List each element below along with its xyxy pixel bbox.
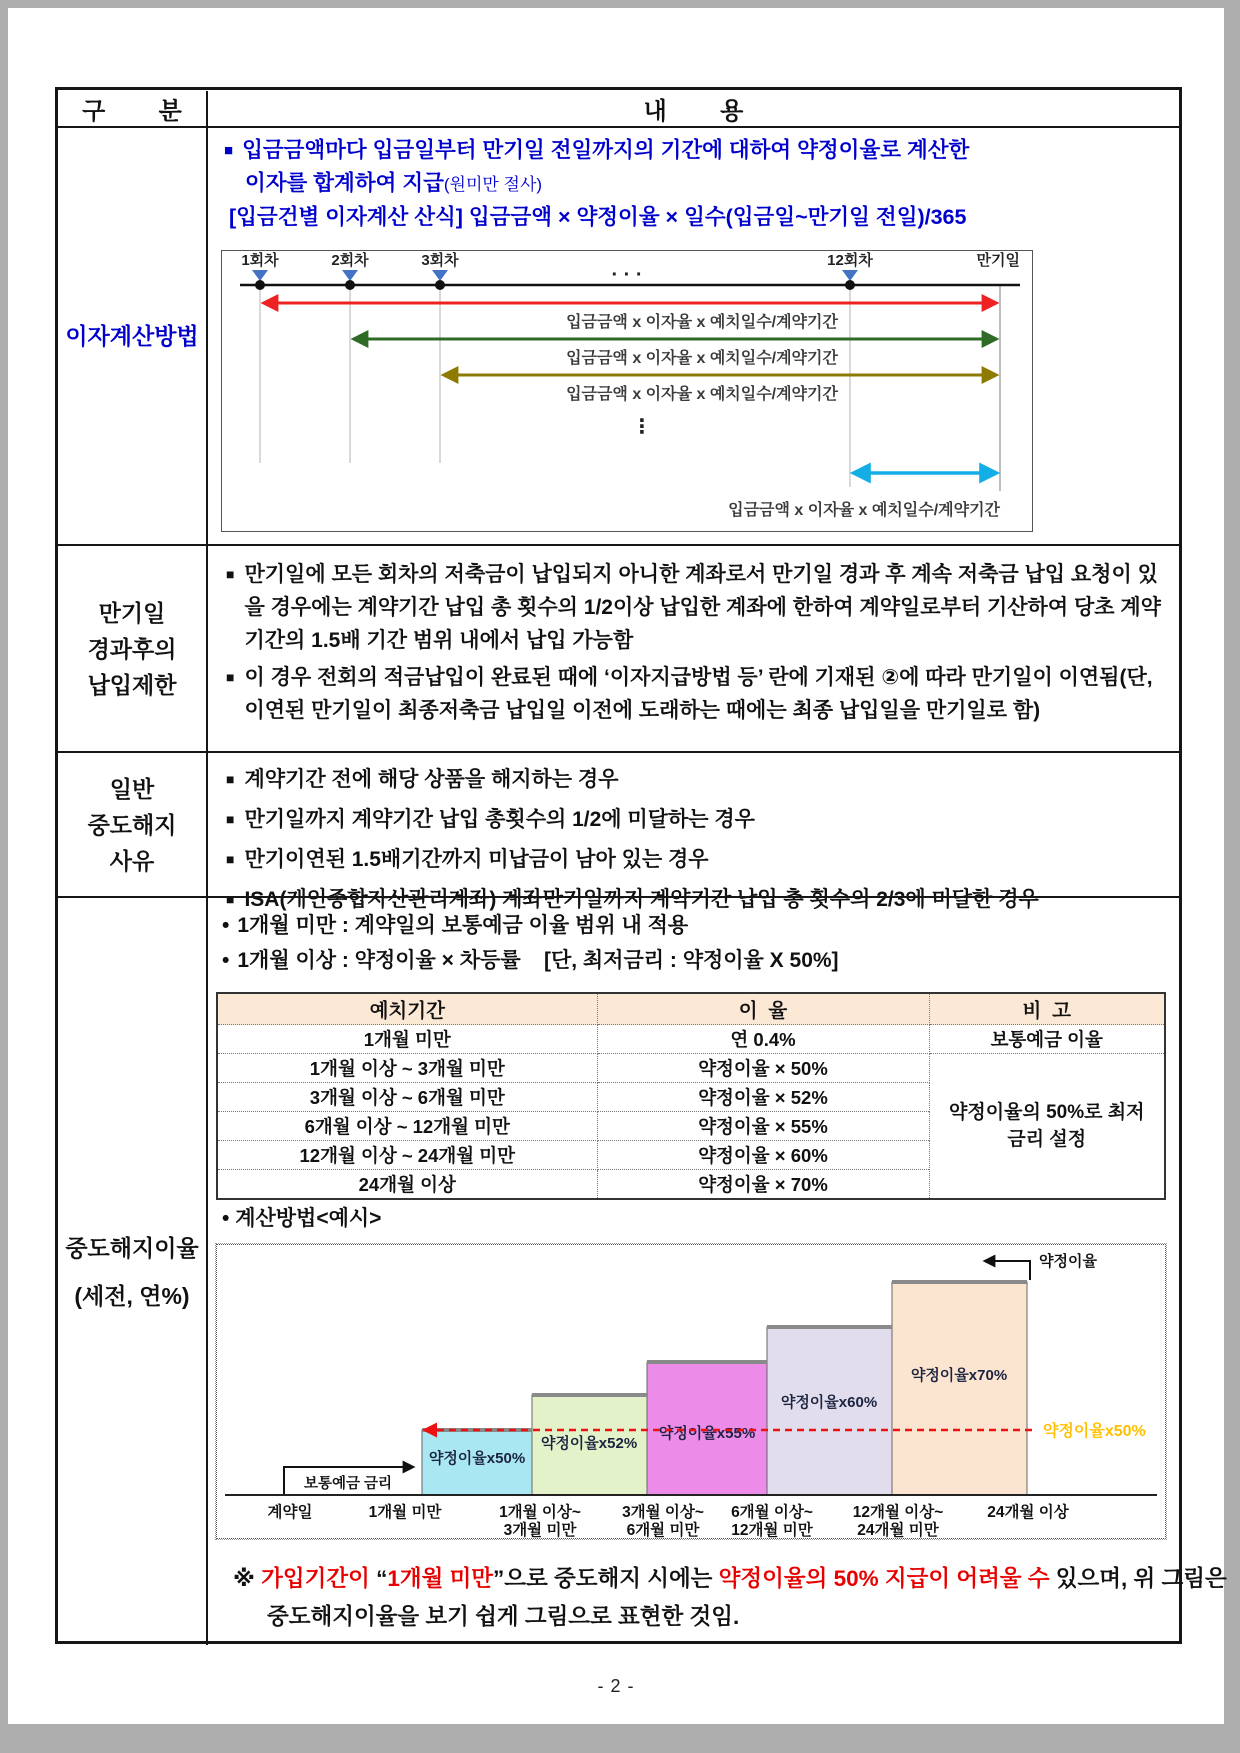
early-rate-table — [216, 992, 1166, 1200]
early-rate-intro-2 — [222, 943, 1167, 978]
row-interest-calc — [58, 126, 1179, 544]
rate-period-cell: 6개월 이상 ~ 12개월 미만 — [217, 1112, 597, 1141]
paper-sheet — [8, 8, 1227, 1724]
early-rate-chart — [216, 1244, 1166, 1539]
triangle-marker-icon — [252, 270, 268, 281]
bar-label-60pct: 약정이율x60% — [780, 1394, 878, 1411]
bar-label-52pct: 약정이율x52% — [540, 1435, 638, 1452]
interest-calc-line1 — [224, 134, 1169, 167]
early-termination-item-2 — [226, 803, 1165, 836]
example-title-text: 계산방법<예시> — [235, 1207, 382, 1230]
contract-rate-arrow — [985, 1261, 1030, 1280]
arrow-label-2: 입금금액 x 이자율 x 예치일수/계약기간 — [566, 350, 838, 367]
early-rate-intro — [222, 908, 1167, 978]
early-termination-label-line1: 일반 — [109, 775, 155, 802]
x-label-3-line1: 3개월 이상~ — [622, 1504, 704, 1521]
interest-calc-content-cell — [208, 128, 1179, 544]
header-content-cell — [208, 91, 1179, 126]
interest-calc-line2-text: 이자를 합계하여 지급 — [245, 171, 444, 195]
rate-note-merged-cell: 약정이율의 50%로 최저 금리 설정 — [929, 1054, 1165, 1200]
maturity-limit-label-line3: 납입제한 — [87, 671, 177, 698]
square-bullet-icon: ■ — [226, 811, 235, 827]
interest-calc-paragraph — [224, 134, 1169, 234]
early-rate-intro-2-text: 1개월 이상 : 약정이율 × 차등률 [단, 최저금리 : 약정이율 X 50%] — [237, 949, 839, 972]
bar-label-70pct: 약정이율x70% — [910, 1367, 1008, 1384]
milestone-label-1: 1회차 — [241, 252, 279, 269]
rate-value-cell: 약정이율 × 60% — [597, 1141, 929, 1170]
page-number: - 2 - — [597, 1676, 635, 1696]
rate-value-cell: 약정이율 × 50% — [597, 1054, 929, 1083]
x-label-2-line2: 3개월 미만 — [503, 1522, 577, 1538]
x-label-4-line2: 12개월 미만 — [731, 1522, 813, 1538]
rate-table-header-note: 비 고 — [929, 993, 1165, 1025]
header-content-label: 내 용 — [643, 97, 744, 125]
early-termination-content-cell — [208, 753, 1179, 911]
timeline-ellipsis: · · · — [611, 264, 643, 286]
x-label-2-line1: 1개월 이상~ — [499, 1504, 581, 1521]
maturity-limit-label-line1: 만기일 — [98, 599, 166, 626]
rate-value-cell: 약정이율 × 52% — [597, 1083, 929, 1112]
note-seg-5: 약정이율의 50% 지급이 어려울 수 — [718, 1566, 1050, 1591]
maturity-limit-category-cell — [58, 546, 208, 751]
rate-table-header-row — [217, 993, 1165, 1025]
maturity-limit-content-cell — [208, 546, 1179, 751]
fifty-pct-reference-label: 약정이율x50% — [1043, 1423, 1146, 1440]
maturity-limit-item-1 — [226, 558, 1165, 657]
early-termination-label-line2: 중도해지 — [87, 811, 177, 838]
interest-calc-line1-text: 입금금액마다 입금일부터 만기일 전일까지의 기간에 대하여 약정이율로 계산한 — [242, 138, 970, 162]
x-label-0-line1: 계약일 — [267, 1504, 313, 1521]
example-title — [222, 1202, 381, 1232]
square-bullet-icon: ■ — [226, 771, 235, 787]
early-termination-category-cell — [58, 753, 208, 896]
interest-calc-formula: [입금건별 이자계산 산식] 입금금액 × 약정이율 × 일수(입금일~만기일 전일)/365 — [229, 205, 967, 229]
rate-table-header-rate: 이 율 — [597, 993, 929, 1025]
terms-table — [55, 87, 1227, 1644]
rate-table-row — [217, 1054, 1165, 1083]
maturity-label: 만기일 — [976, 252, 1020, 269]
early-rate-intro-1-text: 1개월 미만 : 계약일의 보통예금 이율 범위 내 적용 — [237, 914, 689, 937]
x-label-1-line1: 1개월 미만 — [368, 1504, 442, 1521]
bar-70pct — [892, 1282, 1027, 1495]
triangle-marker-icon — [842, 270, 858, 281]
rate-note-cell: 보통예금 이율 — [929, 1025, 1165, 1054]
arrow-label-4: 입금금액 x 이자율 x 예치일수/계약기간 — [728, 502, 1000, 519]
square-bullet-icon: ■ — [226, 891, 235, 907]
rate-table-row — [217, 1025, 1165, 1054]
bar-label-55pct: 약정이율x55% — [658, 1425, 756, 1442]
x-label-4-line1: 6개월 이상~ — [731, 1504, 813, 1521]
maturity-limit-item-1-text: 만기일에 모든 회차의 저축금이 납입되지 아니한 계좌로서 만기일 경과 후 계속 저축금 납입 요청이 있을 경우에는 계약기간 납입 총 횟수의 1/2이상 납입한 계좌에 한하여 계약일로부터 기산하여 당초 계약기간의 1.5배 기간 범위 내에서 납입 가능함 — [244, 563, 1161, 652]
header-category-label: 구 분 — [82, 97, 182, 125]
early-termination-label-line3: 사유 — [109, 847, 155, 874]
bar-label-50pct: 약정이율x50% — [428, 1450, 526, 1467]
note-seg-1: 가입기간이 — [261, 1566, 370, 1591]
x-label-3-line2: 6개월 미만 — [626, 1522, 700, 1538]
triangle-marker-icon — [342, 270, 358, 281]
early-termination-item-1-text: 계약기간 전에 해당 상품을 해지하는 경우 — [244, 768, 619, 791]
base-rate-label: 보통예금 금리 — [303, 1476, 393, 1492]
note-seg-3: 1개월 미만 — [387, 1566, 494, 1591]
early-termination-item-2-text: 만기일까지 계약기간 납입 총횟수의 1/2에 미달하는 경우 — [244, 808, 755, 831]
early-rate-content-cell — [208, 898, 1227, 1645]
interest-calc-label: 이자계산방법 — [65, 323, 199, 349]
rate-table-header-period: 예치기간 — [217, 993, 597, 1025]
rate-period-cell: 1개월 미만 — [217, 1025, 597, 1054]
early-rate-intro-1 — [222, 908, 1167, 943]
x-label-5-line1: 12개월 이상~ — [852, 1504, 944, 1521]
row-early-termination — [58, 751, 1179, 911]
contract-rate-label: 약정이율 — [1039, 1253, 1097, 1270]
square-bullet-icon: ■ — [226, 566, 235, 582]
dot-bullet-icon: • — [222, 1207, 230, 1230]
dot-bullet-icon: • — [222, 914, 230, 937]
early-rate-label-line2: (세전, 연%) — [74, 1282, 190, 1309]
maturity-limit-item-2-text: 이 경우 전회의 적금납입이 완료된 때에 ‘이자지급방법 등’ 란에 기재된 ②에 따라 만기일이 이연됨(단, 이연된 만기일이 최종저축금 납입일 이전에 도래하는 때에는 최종 납입일을 만기일로 함) — [244, 666, 1153, 722]
timeline-dot — [845, 280, 855, 290]
note-seg-0: ※ — [233, 1566, 262, 1591]
square-bullet-icon: ■ — [224, 142, 234, 159]
rate-period-cell: 24개월 이상 — [217, 1170, 597, 1200]
note-seg-4: ”으로 중도해지 시에는 — [493, 1566, 719, 1591]
vertical-ellipsis: ⋮ — [632, 416, 652, 438]
timeline-dot — [435, 280, 445, 290]
square-bullet-icon: ■ — [226, 851, 235, 867]
early-rate-category-cell — [58, 898, 208, 1645]
interest-calc-category-cell — [58, 128, 208, 544]
arrow-label-3: 입금금액 x 이자율 x 예치일수/계약기간 — [566, 386, 838, 403]
rate-value-cell: 약정이율 × 55% — [597, 1112, 929, 1141]
header-category-cell — [58, 91, 208, 126]
early-rate-chart-svg — [217, 1245, 1165, 1538]
row-early-rate — [58, 896, 1227, 1645]
maturity-limit-item-2 — [226, 661, 1165, 727]
rate-value-cell: 약정이율 × 70% — [597, 1170, 929, 1200]
rate-period-cell: 3개월 이상 ~ 6개월 미만 — [217, 1083, 597, 1112]
early-rate-label-line1: 중도해지이율 — [65, 1234, 199, 1261]
early-rate-warning-note — [233, 1560, 1233, 1636]
timeline-dot — [345, 280, 355, 290]
rate-period-cell: 12개월 이상 ~ 24개월 미만 — [217, 1141, 597, 1170]
rate-period-cell: 1개월 이상 ~ 3개월 미만 — [217, 1054, 597, 1083]
maturity-limit-label-line2: 경과후의 — [87, 635, 177, 662]
early-termination-item-4-text: ISA(개인종합자산관리계좌) 계좌만기일까지 계약기간 납입 총 횟수의 2/3에 미달한 경우 — [244, 888, 1039, 911]
arrow-label-1: 입금금액 x 이자율 x 예치일수/계약기간 — [566, 314, 838, 331]
x-label-5-line2: 24개월 미만 — [857, 1522, 939, 1538]
square-bullet-icon: ■ — [226, 669, 235, 685]
timeline-svg — [222, 251, 1031, 530]
table-header-row — [58, 90, 1179, 126]
triangle-marker-icon — [432, 270, 448, 281]
milestone-label-3: 3회차 — [421, 252, 459, 269]
note-seg-2: “ — [369, 1566, 388, 1591]
early-termination-item-1 — [226, 763, 1165, 796]
interest-timeline-diagram — [221, 250, 1033, 532]
row-maturity-limit — [58, 544, 1179, 751]
interest-calc-line2-small: (원미만 절사) — [443, 175, 543, 194]
note-seg-6: 있으며, 위 그림은 중도해지이율을 보기 쉽게 그림으로 표현한 것임. — [267, 1566, 1227, 1629]
milestone-label-12: 12회차 — [827, 252, 873, 269]
dot-bullet-icon: • — [222, 949, 230, 972]
bar-60pct — [767, 1327, 892, 1495]
early-termination-item-3-text: 만기이연된 1.5배기간까지 미납금이 남아 있는 경우 — [244, 848, 709, 871]
x-label-6-line1: 24개월 이상 — [987, 1504, 1069, 1521]
early-termination-item-3 — [226, 843, 1165, 876]
milestone-label-2: 2회차 — [331, 252, 369, 269]
rate-value-cell: 연 0.4% — [597, 1025, 929, 1054]
interest-calc-line2 — [224, 167, 1169, 201]
timeline-dot — [255, 280, 265, 290]
